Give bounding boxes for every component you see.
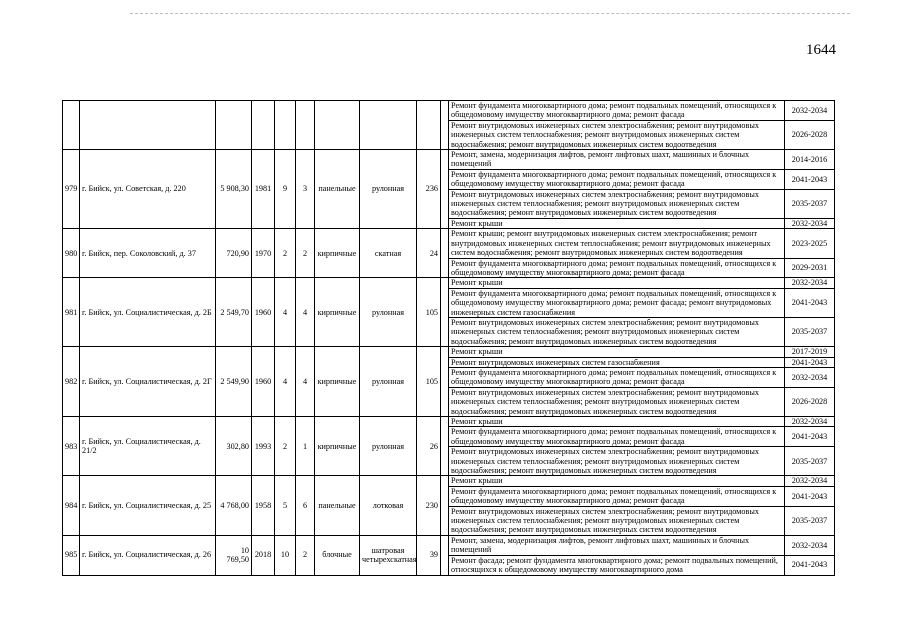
work-period: 2035-2037	[785, 447, 835, 476]
work-period: 2032-2034	[785, 278, 835, 288]
record-walls: кирпичные	[315, 278, 360, 347]
record-roof-type	[360, 101, 417, 150]
work-description: Ремонт крыши	[449, 417, 785, 427]
work-period: 2041-2043	[785, 288, 835, 317]
work-description: Ремонт фундамента многоквартирного дома; ремонт подвальных помещений, относящихся к общедомовому имуществу многоквартирного дома; ремонт фасада	[449, 427, 785, 447]
spacer-cell	[441, 476, 449, 535]
record-walls: панельные	[315, 476, 360, 535]
record-number: 979	[63, 150, 80, 229]
record-roof-type: рулонная	[360, 417, 417, 476]
spacer-cell	[441, 278, 449, 347]
record-year: 1958	[252, 476, 275, 535]
table-row	[63, 229, 835, 258]
record-number	[63, 101, 80, 150]
record-roof-type: рулонная	[360, 150, 417, 229]
record-floors: 4	[275, 278, 296, 347]
record-number: 980	[63, 229, 80, 278]
record-address: г. Бийск, ул. Социалистическая, д. 26	[80, 535, 216, 575]
table-body	[63, 101, 835, 576]
work-period: 2032-2034	[785, 417, 835, 427]
record-entrances	[296, 101, 315, 150]
record-year	[252, 101, 275, 150]
record-roof-type: лотковая	[360, 476, 417, 535]
work-description: Ремонт фундамента многоквартирного дома; ремонт подвальных помещений, относящихся к общедомовому имуществу многоквартирного дома; ремонт фасада	[449, 169, 785, 189]
record-roof-type: шатровая четырехскатная	[360, 535, 417, 575]
record-roof-type: скатная	[360, 229, 417, 278]
table-row	[63, 476, 835, 486]
record-area: 2 549,70	[216, 278, 252, 347]
spacer-cell	[441, 417, 449, 476]
record-area: 10 769,50	[216, 535, 252, 575]
work-period: 2041-2043	[785, 169, 835, 189]
work-period: 2026-2028	[785, 387, 835, 416]
work-description: Ремонт фундамента многоквартирного дома; ремонт подвальных помещений, относящихся к общедомовому имуществу многоквартирного дома; ремонт фасада	[449, 486, 785, 506]
record-floors: 4	[275, 347, 296, 417]
spacer-cell	[441, 347, 449, 417]
work-description: Ремонт фундамента многоквартирного дома; ремонт подвальных помещений, относящихся к общедомовому имуществу многоквартирного дома; ремонт фасада	[449, 101, 785, 121]
record-apartments: 26	[417, 417, 441, 476]
table-row	[63, 417, 835, 427]
page-number: 1644	[806, 42, 836, 58]
record-number: 982	[63, 347, 80, 417]
record-address: г. Бийск, ул. Социалистическая, д. 2Б	[80, 278, 216, 347]
record-floors: 5	[275, 476, 296, 535]
record-number: 984	[63, 476, 80, 535]
record-floors: 9	[275, 150, 296, 229]
work-period: 2041-2043	[785, 486, 835, 506]
work-period: 2029-2031	[785, 258, 835, 278]
work-period: 2026-2028	[785, 120, 835, 149]
scan-edge-line	[130, 13, 850, 14]
capital-repair-table	[62, 100, 835, 576]
work-description: Ремонт фундамента многоквартирного дома; ремонт подвальных помещений, относящихся к общедомовому имуществу многоквартирного дома; ремонт фасада	[449, 258, 785, 278]
work-period: 2041-2043	[785, 555, 835, 575]
spacer-cell	[441, 229, 449, 278]
record-area: 302,80	[216, 417, 252, 476]
record-entrances: 1	[296, 417, 315, 476]
work-description: Ремонт внутридомовых инженерных систем газоснабжения	[449, 357, 785, 367]
record-walls: кирпичные	[315, 417, 360, 476]
work-period: 2017-2019	[785, 347, 835, 357]
work-period: 2035-2037	[785, 317, 835, 346]
record-year: 1981	[252, 150, 275, 229]
table-row	[63, 535, 835, 555]
work-description: Ремонт крыши	[449, 278, 785, 288]
spacer-cell	[441, 535, 449, 575]
record-apartments: 230	[417, 476, 441, 535]
record-floors: 10	[275, 535, 296, 575]
work-description: Ремонт фасада; ремонт фундамента многоквартирного дома; ремонт подвальных помещений, относящихся к общедомовому имуществу многоквартирного дома	[449, 555, 785, 575]
record-entrances: 4	[296, 278, 315, 347]
spacer-cell	[441, 101, 449, 150]
record-floors: 2	[275, 417, 296, 476]
work-description: Ремонт внутридомовых инженерных систем электроснабжения; ремонт внутридомовых инженерных систем теплоснабжения; ремонт внутридомовых инженерных систем водоснабжения; ремонт внутридомовых инженерных систем водоотведения	[449, 120, 785, 149]
record-roof-type: рулонная	[360, 278, 417, 347]
record-entrances: 3	[296, 150, 315, 229]
record-apartments: 105	[417, 278, 441, 347]
record-entrances: 2	[296, 229, 315, 278]
record-number: 985	[63, 535, 80, 575]
record-area	[216, 101, 252, 150]
record-address: г. Бийск, пер. Соколовский, д. 37	[80, 229, 216, 278]
work-description: Ремонт внутридомовых инженерных систем электроснабжения; ремонт внутридомовых инженерных систем теплоснабжения; ремонт внутридомовых инженерных систем водоснабжения; ремонт внутридомовых инженерных систем водоотведения	[449, 506, 785, 535]
work-period: 2035-2037	[785, 506, 835, 535]
record-walls: блочные	[315, 535, 360, 575]
record-entrances: 4	[296, 347, 315, 417]
record-address	[80, 101, 216, 150]
record-address: г. Бийск, ул. Социалистическая, д. 2Г	[80, 347, 216, 417]
work-period: 2041-2043	[785, 357, 835, 367]
record-address: г. Бийск, ул. Социалистическая, д. 25	[80, 476, 216, 535]
work-description: Ремонт фундамента многоквартирного дома; ремонт подвальных помещений, относящихся к общедомовому имуществу многоквартирного дома; ремонт фасада	[449, 367, 785, 387]
work-description: Ремонт крыши	[449, 476, 785, 486]
record-walls	[315, 101, 360, 150]
record-number: 983	[63, 417, 80, 476]
table-row	[63, 278, 835, 288]
record-entrances: 6	[296, 476, 315, 535]
work-description: Ремонт, замена, модернизация лифтов, ремонт лифтовых шахт, машинных и блочных помещений	[449, 535, 785, 555]
record-floors	[275, 101, 296, 150]
work-period: 2032-2034	[785, 101, 835, 121]
record-walls: кирпичные	[315, 229, 360, 278]
record-apartments: 39	[417, 535, 441, 575]
record-year: 1960	[252, 278, 275, 347]
record-year: 1993	[252, 417, 275, 476]
record-roof-type: рулонная	[360, 347, 417, 417]
work-description: Ремонт крыши; ремонт внутридомовых инженерных систем электроснабжения; ремонт внутридомовых инженерных систем теплоснабжения; ремонт внутридомовых инженерных систем водоснабжения; ремонт внутридомовых инженерных систем водоотведения	[449, 229, 785, 258]
work-description: Ремонт внутридомовых инженерных систем электроснабжения; ремонт внутридомовых инженерных систем теплоснабжения; ремонт внутридомовых инженерных систем водоснабжения; ремонт внутридомовых инженерных систем водоотведения	[449, 387, 785, 416]
record-floors: 2	[275, 229, 296, 278]
record-apartments: 105	[417, 347, 441, 417]
work-description: Ремонт, замена, модернизация лифтов, ремонт лифтовых шахт, машинных и блочных помещений	[449, 150, 785, 170]
record-address: г. Бийск, ул. Советская, д. 220	[80, 150, 216, 229]
spacer-cell	[441, 150, 449, 229]
work-period: 2032-2034	[785, 367, 835, 387]
work-period: 2032-2034	[785, 218, 835, 228]
record-area: 720,90	[216, 229, 252, 278]
record-year: 2018	[252, 535, 275, 575]
record-apartments	[417, 101, 441, 150]
table-row	[63, 150, 835, 170]
work-description: Ремонт внутридомовых инженерных систем электроснабжения; ремонт внутридомовых инженерных систем теплоснабжения; ремонт внутридомовых инженерных систем водоснабжения; ремонт внутридомовых инженерных систем водоотведения	[449, 317, 785, 346]
record-year: 1970	[252, 229, 275, 278]
record-year: 1960	[252, 347, 275, 417]
record-entrances: 2	[296, 535, 315, 575]
work-description: Ремонт крыши	[449, 218, 785, 228]
work-description: Ремонт внутридомовых инженерных систем электроснабжения; ремонт внутридомовых инженерных систем теплоснабжения; ремонт внутридомовых инженерных систем водоснабжения; ремонт внутридомовых инженерных систем водоотведения	[449, 189, 785, 218]
record-walls: кирпичные	[315, 347, 360, 417]
work-period: 2014-2016	[785, 150, 835, 170]
work-description: Ремонт внутридомовых инженерных систем электроснабжения; ремонт внутридомовых инженерных систем теплоснабжения; ремонт внутридомовых инженерных систем водоснабжения; ремонт внутридомовых инженерных систем водоотведения	[449, 447, 785, 476]
work-period: 2023-2025	[785, 229, 835, 258]
record-apartments: 236	[417, 150, 441, 229]
record-walls: панельные	[315, 150, 360, 229]
record-area: 4 768,00	[216, 476, 252, 535]
work-period: 2041-2043	[785, 427, 835, 447]
record-area: 2 549,90	[216, 347, 252, 417]
work-period: 2032-2034	[785, 535, 835, 555]
work-period: 2035-2037	[785, 189, 835, 218]
record-address: г. Бийск, ул. Социалистическая, д. 21/2	[80, 417, 216, 476]
work-description: Ремонт крыши	[449, 347, 785, 357]
record-apartments: 24	[417, 229, 441, 278]
table-row	[63, 101, 835, 121]
work-period: 2032-2034	[785, 476, 835, 486]
record-area: 5 908,30	[216, 150, 252, 229]
record-number: 981	[63, 278, 80, 347]
table-row	[63, 347, 835, 357]
work-description: Ремонт фундамента многоквартирного дома; ремонт подвальных помещений, относящихся к общедомовому имуществу многоквартирного дома; ремонт фасада; ремонт внутридомовых инженерных систем газоснабжения	[449, 288, 785, 317]
